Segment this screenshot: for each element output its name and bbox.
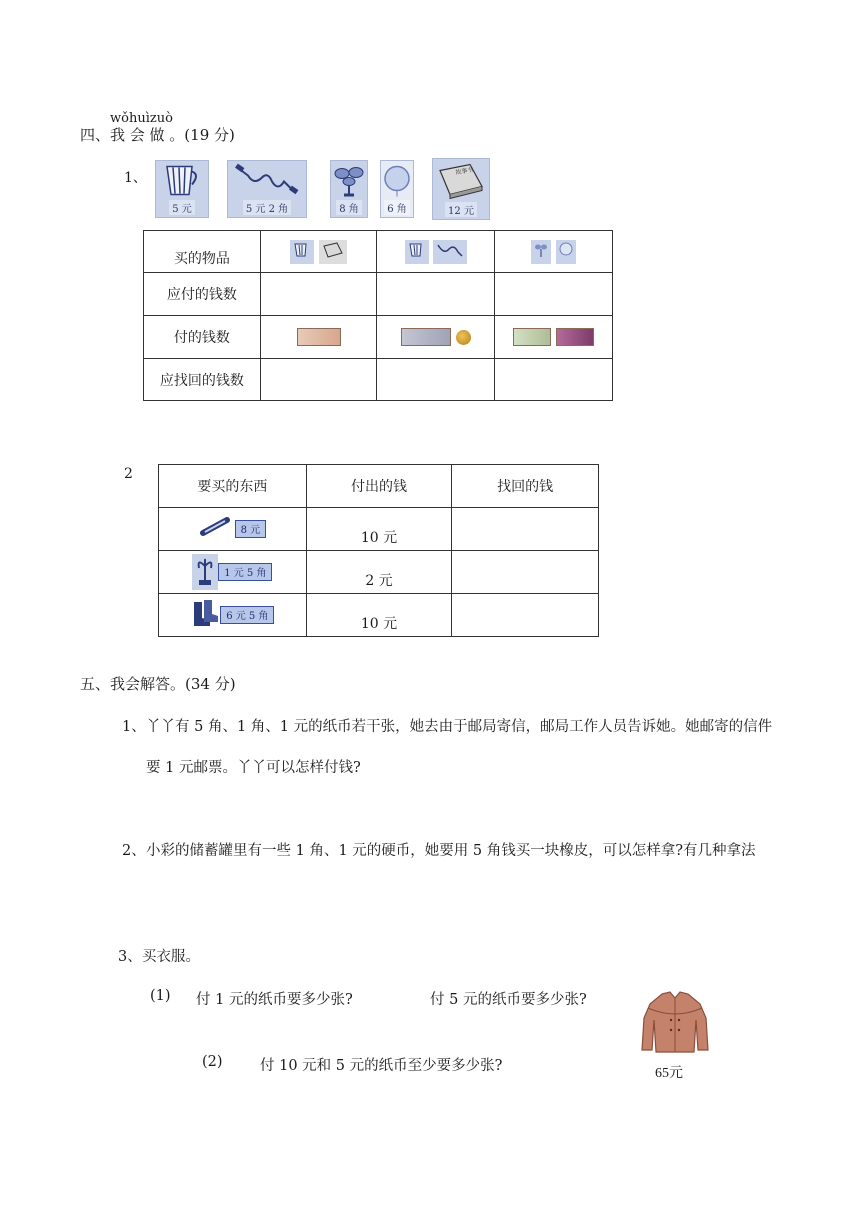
- q5-3-sub2-number: (2): [202, 1054, 223, 1070]
- q1-table: [143, 230, 613, 401]
- banknote-icon: [297, 328, 341, 346]
- plant-icon: [531, 240, 551, 264]
- socks-icon: [190, 598, 220, 632]
- q1-number: 1、: [124, 170, 147, 186]
- q5-1-number: 1、: [122, 719, 146, 735]
- jacket-icon: [640, 990, 710, 1056]
- paid-cell: 10 元: [306, 594, 452, 637]
- q5-3-sub1-b: 付 5 元的纸币要多少张?: [430, 992, 587, 1008]
- q5-2-text: 小彩的储蓄罐里有一些 1 角、1 元的硬币，她要用 5 角钱买一块橡皮，可以怎样拿?有几种拿法: [146, 843, 756, 859]
- q5-1-line2: 要 1 元邮票。丫丫可以怎样付钱?: [146, 760, 361, 776]
- answer-cell[interactable]: [495, 359, 613, 401]
- column-header: 找回的钱: [452, 465, 599, 508]
- q2-table: [158, 464, 599, 637]
- table-row: [159, 551, 599, 594]
- item-plant: [330, 160, 368, 218]
- item-price: 5 元 2 角: [243, 200, 291, 215]
- paid-cell: 10 元: [306, 508, 452, 551]
- paid-money-3: [495, 316, 613, 359]
- item-cell: [159, 551, 307, 594]
- paid-money-2: [377, 316, 495, 359]
- table-row: [144, 359, 613, 401]
- q5-3-number: 3、: [118, 949, 142, 965]
- cup-icon: [405, 240, 429, 264]
- item-price: 6 角: [384, 200, 410, 215]
- q5-3-sub1-a: 付 1 元的纸币要多少张?: [196, 992, 353, 1008]
- banknote-icon: [401, 328, 451, 346]
- column-header: 要买的东西: [159, 465, 307, 508]
- section4-heading: 四、我 会 做 。(19 分): [80, 126, 235, 144]
- answer-cell[interactable]: [495, 273, 613, 316]
- jacket-price: 65元: [655, 1066, 683, 1081]
- item-price: 12 元: [445, 202, 477, 217]
- q5-3-title: 买衣服。: [142, 949, 200, 965]
- book-cover-title: 故事书: [455, 166, 475, 177]
- q5-3-sub2: 付 10 元和 5 元的纸币至少要多少张?: [260, 1058, 503, 1074]
- item-cell: [159, 508, 307, 551]
- item-rope: [227, 160, 307, 218]
- item-price: 8 角: [336, 200, 362, 215]
- item-book: [432, 158, 490, 220]
- table-row: [159, 594, 599, 637]
- storybook-icon: [319, 240, 347, 264]
- item-cell: [159, 594, 307, 637]
- purchase-combo-1: [260, 231, 377, 273]
- column-header: 付出的钱: [306, 465, 452, 508]
- row-label: 应找回的钱数: [144, 359, 261, 401]
- answer-cell[interactable]: [377, 359, 495, 401]
- banknote-icon: [556, 328, 594, 346]
- cup-icon: [290, 240, 314, 264]
- balloon-icon: [556, 240, 576, 264]
- answer-cell[interactable]: [377, 273, 495, 316]
- cup-icon: [162, 161, 202, 200]
- heading-pinyin: wǒhuìzuò: [110, 111, 173, 126]
- answer-cell[interactable]: [260, 273, 377, 316]
- paid-cell: 2 元: [306, 551, 452, 594]
- jump-rope-icon: [433, 240, 467, 264]
- banknote-icon: [513, 328, 551, 346]
- row-label: 应付的钱数: [144, 273, 261, 316]
- jacket-image: [640, 990, 710, 1056]
- storybook-icon: [436, 159, 486, 202]
- q5-3-sub1-number: (1): [150, 988, 171, 1004]
- row-label: 买的物品: [144, 231, 261, 273]
- q5-2-number: 2、: [122, 843, 146, 859]
- row-label: 付的钱数: [144, 316, 261, 359]
- answer-cell[interactable]: [260, 359, 377, 401]
- table-row: [144, 316, 613, 359]
- balloon-icon: [382, 161, 412, 200]
- flower-icon: [192, 554, 218, 590]
- q5-1-line1: 丫丫有 5 角、1 角、1 元的纸币若干张，她去由于邮局寄信，邮局工作人员告诉她。她邮寄的信件: [146, 719, 773, 735]
- change-cell[interactable]: [452, 551, 599, 594]
- table-row: [159, 508, 599, 551]
- price-tag: 6 元 5 角: [220, 606, 274, 624]
- plant-icon: [333, 161, 365, 200]
- item-price: 5 元: [169, 200, 195, 215]
- coin-icon: [456, 330, 471, 345]
- price-tag: 1 元 5 角: [218, 563, 272, 581]
- q2-number: 2: [124, 466, 133, 482]
- jump-rope-icon: [234, 161, 300, 200]
- purchase-combo-3: [495, 231, 613, 273]
- purchase-combo-2: [377, 231, 495, 273]
- item-balloon: [380, 160, 414, 218]
- change-cell[interactable]: [452, 594, 599, 637]
- section5-heading: 五、我会解答。(34 分): [80, 675, 236, 693]
- table-row: [144, 231, 613, 273]
- pen-icon: [199, 517, 235, 541]
- price-tag: 8 元: [235, 520, 267, 538]
- paid-money-1: [260, 316, 377, 359]
- table-row: [144, 273, 613, 316]
- table-header-row: [159, 465, 599, 508]
- item-cup: [155, 160, 209, 218]
- change-cell[interactable]: [452, 508, 599, 551]
